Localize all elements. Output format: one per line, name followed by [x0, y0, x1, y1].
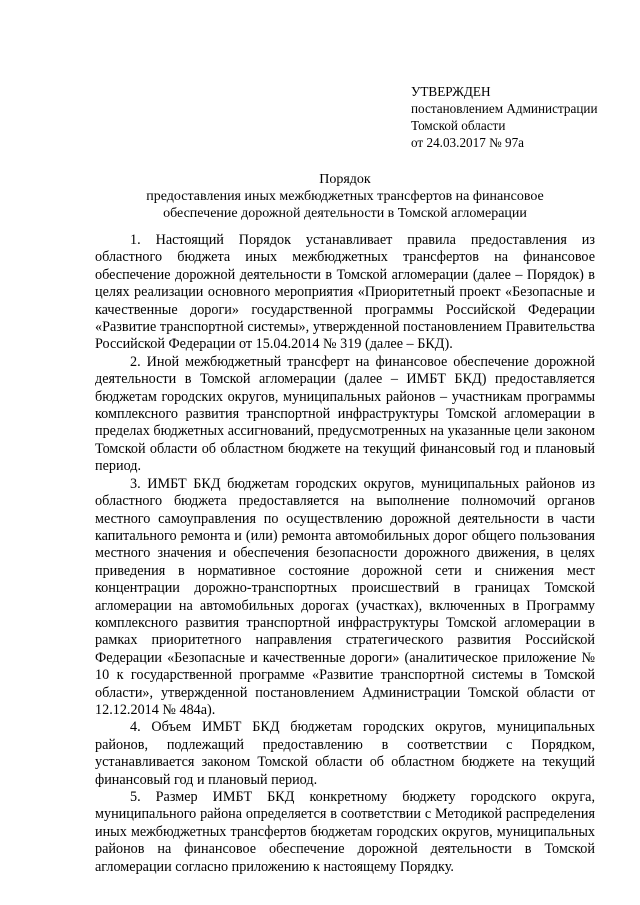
- paragraph-3: 3. ИМБТ БКД бюджетам городских округов, муниципальных районов из областного бюджета предоставляется на выполнение полномочий органов местного самоуправления по осуществлению дорожной деятельности в части капитального ремонта и (или) ремонта автомобильных дорог общего пользования местного значения и обеспечения безопасности дорожного движения, в целях приведения в нормативное состояние дорожной сети и снижения мест концентрации дорожно-транспортных происшествий в границах Томской агломерации на автомобильных дорогах (участках), включенных в Программу комплексного развития транспортной инфраструктуры Томской агломерации в рамках приоритетного направления стратегического развития Российской Федерации «Безопасные и качественные дороги» (аналитическое приложение № 10 к государственной программе «Развитие транспортной системы в Томской области», утвержденной постановлением Администрации Томской области от 12.12.2014 № 484а).: [95, 475, 595, 718]
- approval-date: от 24.03.2017 № 97а: [411, 135, 525, 150]
- approval-stamp: [411, 83, 626, 151]
- document-body: [95, 232, 595, 876]
- title-line: предоставления иных межбюджетных трансфертов на финансовое: [146, 189, 544, 204]
- approval-line: постановлением Администрации: [411, 101, 598, 116]
- approval-status: УТВЕРЖДЕН: [411, 84, 491, 99]
- document-title: [95, 171, 595, 222]
- title-heading: Порядок: [319, 172, 371, 187]
- paragraph-4: 4. Объем ИМБТ БКД бюджетам городских округов, муниципальных районов, подлежащий предоставлению в соответствии с Порядком, устанавливается законом Томской области об областном бюджете на текущий финансовый год и плановый период.: [95, 719, 595, 788]
- paragraph-2: 2. Иной межбюджетный трансферт на финансовое обеспечение дорожной деятельности в Томской агломерации (далее – ИМБТ БКД) предоставляется бюджетам городских округов, муниципальных районов – участникам программы комплексного развития транспортной инфраструктуры Томской агломерации в пределах бюджетных ассигнований, предусмотренных на указанные цели законом Томской области об областном бюджете на текущий финансовый год и плановый период.: [95, 353, 595, 475]
- title-line: обеспечение дорожной деятельности в Томской агломерации: [163, 206, 527, 221]
- paragraph-1: 1. Настоящий Порядок устанавливает правила предоставления из областного бюджета иных межбюджетных трансфертов на финансовое обеспечение дорожной деятельности в Томской агломерации (далее – Порядок) в целях реализации основного мероприятия «Приоритетный проект «Безопасные и качественные дороги» государственной программы Российской Федерации «Развитие транспортной системы», утвержденной постановлением Правительства Российской Федерации от 15.04.2014 № 319 (далее – БКД).: [95, 232, 595, 353]
- paragraph-5: 5. Размер ИМБТ БКД конкретному бюджету городского округа, муниципального района определяется в соответствии с Методикой распределения иных межбюджетных трансфертов бюджетам городских округов, муниципальных районов на финансовое обеспечение дорожной деятельности в Томской агломерации согласно приложению к настоящему Порядку.: [95, 789, 595, 875]
- approval-line: Томской области: [411, 118, 506, 133]
